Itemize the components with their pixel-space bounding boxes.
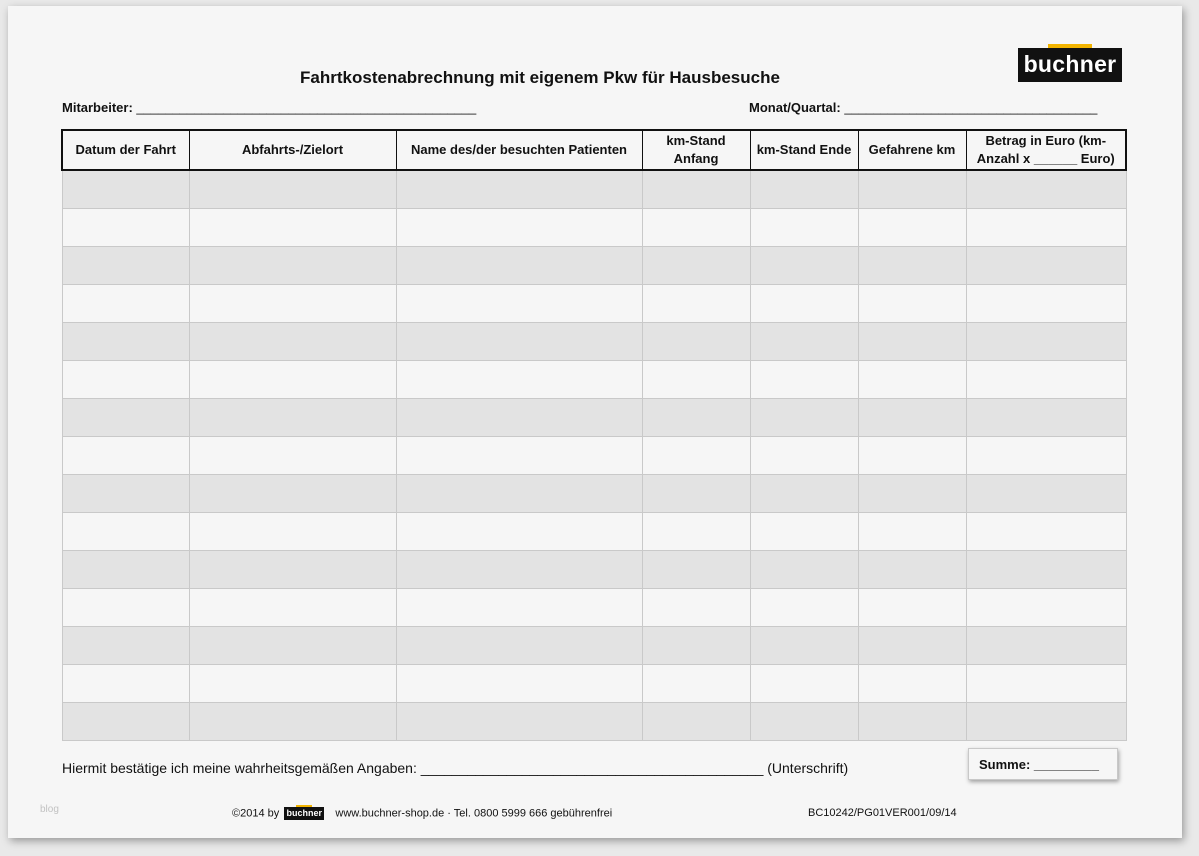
col-header-route: Abfahrts-/Zielort — [189, 130, 396, 170]
cell-date[interactable] — [62, 665, 189, 703]
cell-km-driven[interactable] — [858, 475, 966, 513]
table-row — [62, 475, 1126, 513]
cell-km-end[interactable] — [750, 513, 858, 551]
cell-km-end[interactable] — [750, 323, 858, 361]
cell-km-start[interactable] — [642, 551, 750, 589]
signature-blank-line[interactable]: ____________________________________________ — [420, 760, 764, 776]
cell-km-start[interactable] — [642, 323, 750, 361]
cell-km-driven[interactable] — [858, 703, 966, 741]
cell-amount[interactable] — [966, 627, 1126, 665]
cell-km-start[interactable] — [642, 399, 750, 437]
table-row — [62, 437, 1126, 475]
cell-patient[interactable] — [396, 513, 642, 551]
col-header-date: Datum der Fahrt — [62, 130, 189, 170]
sum-blank-line[interactable]: _________ — [1033, 757, 1099, 772]
cell-patient[interactable] — [396, 589, 642, 627]
cell-patient[interactable] — [396, 285, 642, 323]
cell-patient[interactable] — [396, 399, 642, 437]
cell-km-driven[interactable] — [858, 513, 966, 551]
cell-route[interactable] — [189, 589, 396, 627]
cell-patient[interactable] — [396, 437, 642, 475]
table-row — [62, 703, 1126, 741]
cell-date[interactable] — [62, 551, 189, 589]
cell-route[interactable] — [189, 399, 396, 437]
table-row — [62, 170, 1126, 209]
cell-km-end[interactable] — [750, 437, 858, 475]
footer-copyright-text: ©2014 by — [232, 807, 280, 820]
cell-km-end[interactable] — [750, 361, 858, 399]
cell-km-driven[interactable] — [858, 627, 966, 665]
table-row — [62, 665, 1126, 703]
cell-date[interactable] — [62, 703, 189, 741]
table-row — [62, 551, 1126, 589]
table-header-row — [62, 130, 1126, 170]
cell-amount[interactable] — [966, 437, 1126, 475]
footer-copyright — [232, 807, 612, 820]
cell-km-end[interactable] — [750, 475, 858, 513]
cell-km-end[interactable] — [750, 399, 858, 437]
cell-patient[interactable] — [396, 665, 642, 703]
cell-km-end[interactable] — [750, 589, 858, 627]
cell-km-end[interactable] — [750, 665, 858, 703]
table-row — [62, 323, 1126, 361]
table-row — [62, 285, 1126, 323]
cell-patient[interactable] — [396, 551, 642, 589]
col-header-km-end: km-Stand Ende — [750, 130, 858, 170]
cell-date[interactable] — [62, 209, 189, 247]
cell-date[interactable] — [62, 627, 189, 665]
confirmation-line — [62, 760, 848, 776]
footer-logo-accent — [296, 805, 312, 807]
cell-km-driven[interactable] — [858, 665, 966, 703]
cell-amount[interactable] — [966, 513, 1126, 551]
table-body — [62, 170, 1126, 741]
cell-patient[interactable] — [396, 170, 642, 209]
brand-logo — [1018, 44, 1122, 82]
cell-km-driven[interactable] — [858, 551, 966, 589]
cell-km-start[interactable] — [642, 665, 750, 703]
cell-km-start[interactable] — [642, 170, 750, 209]
cell-km-end[interactable] — [750, 627, 858, 665]
employee-field[interactable] — [62, 100, 476, 115]
footer-document-code: BC10242/PG01VER001/09/14 — [808, 807, 957, 819]
cell-km-driven[interactable] — [858, 361, 966, 399]
cell-km-driven[interactable] — [858, 285, 966, 323]
cell-route[interactable] — [189, 703, 396, 741]
period-field[interactable] — [749, 100, 1097, 115]
cell-km-start[interactable] — [642, 437, 750, 475]
cell-amount[interactable] — [966, 551, 1126, 589]
cell-date[interactable] — [62, 513, 189, 551]
cell-km-driven[interactable] — [858, 437, 966, 475]
cell-route[interactable] — [189, 551, 396, 589]
cell-patient[interactable] — [396, 475, 642, 513]
cell-km-start[interactable] — [642, 589, 750, 627]
sum-box[interactable] — [968, 748, 1118, 780]
cell-route[interactable] — [189, 323, 396, 361]
signature-hint: (Unterschrift) — [767, 760, 849, 776]
cell-km-start[interactable] — [642, 513, 750, 551]
cell-km-start[interactable] — [642, 475, 750, 513]
period-label: Monat/Quartal: — [749, 100, 841, 115]
document-title: Fahrtkostenabrechnung mit eigenem Pkw für Hausbesuche — [300, 68, 780, 87]
cell-amount[interactable] — [966, 589, 1126, 627]
cell-km-start[interactable] — [642, 703, 750, 741]
table-row — [62, 361, 1126, 399]
cell-km-end[interactable] — [750, 551, 858, 589]
cell-route[interactable] — [189, 209, 396, 247]
cell-amount[interactable] — [966, 361, 1126, 399]
cell-date[interactable] — [62, 399, 189, 437]
cell-patient[interactable] — [396, 627, 642, 665]
sum-label: Summe: — [979, 757, 1031, 772]
cell-amount[interactable] — [966, 170, 1126, 209]
col-header-km-driven: Gefahrene km — [858, 130, 966, 170]
cell-route[interactable] — [189, 361, 396, 399]
footer-logo-text: buchner — [286, 808, 323, 818]
cell-route[interactable] — [189, 247, 396, 285]
cell-km-start[interactable] — [642, 209, 750, 247]
cell-amount[interactable] — [966, 247, 1126, 285]
col-header-amount: Betrag in Euro (km-Anzahl x ______ Euro) — [966, 130, 1126, 170]
cell-km-end[interactable] — [750, 285, 858, 323]
cell-km-start[interactable] — [642, 361, 750, 399]
table-row — [62, 627, 1126, 665]
cell-km-end[interactable] — [750, 247, 858, 285]
cell-km-start[interactable] — [642, 247, 750, 285]
employee-label: Mitarbeiter: — [62, 100, 133, 115]
logo-text: buchner — [1018, 48, 1122, 82]
cell-route[interactable] — [189, 437, 396, 475]
cell-km-end[interactable] — [750, 170, 858, 209]
cell-amount[interactable] — [966, 703, 1126, 741]
cell-route[interactable] — [189, 665, 396, 703]
confirmation-text: Hiermit bestätige ich meine wahrheitsgemäßen Angaben: — [62, 760, 417, 776]
cell-route[interactable] — [189, 285, 396, 323]
table-row — [62, 399, 1126, 437]
cell-date[interactable] — [62, 170, 189, 209]
col-header-km-start: km-Stand Anfang — [642, 130, 750, 170]
table-row — [62, 589, 1126, 627]
cell-route[interactable] — [189, 170, 396, 209]
cell-patient[interactable] — [396, 323, 642, 361]
cell-patient[interactable] — [396, 703, 642, 741]
period-blank-line[interactable]: ___________________________________ — [844, 100, 1098, 115]
cell-date[interactable] — [62, 475, 189, 513]
cell-amount[interactable] — [966, 475, 1126, 513]
cell-km-driven[interactable] — [858, 247, 966, 285]
cell-patient[interactable] — [396, 247, 642, 285]
table-row — [62, 209, 1126, 247]
cell-amount[interactable] — [966, 399, 1126, 437]
col-header-patient: Name des/der besuchten Patienten — [396, 130, 642, 170]
cell-amount[interactable] — [966, 209, 1126, 247]
cell-km-start[interactable] — [642, 285, 750, 323]
cell-km-driven[interactable] — [858, 323, 966, 361]
table-row — [62, 513, 1126, 551]
cell-date[interactable] — [62, 589, 189, 627]
employee-blank-line[interactable]: _______________________________________________ — [136, 100, 477, 115]
cell-amount[interactable] — [966, 665, 1126, 703]
cell-km-driven[interactable] — [858, 589, 966, 627]
cell-route[interactable] — [189, 513, 396, 551]
cell-date[interactable] — [62, 285, 189, 323]
cell-km-end[interactable] — [750, 703, 858, 741]
cell-km-driven[interactable] — [858, 209, 966, 247]
cell-route[interactable] — [189, 627, 396, 665]
table-row — [62, 247, 1126, 285]
cell-km-end[interactable] — [750, 209, 858, 247]
cell-km-start[interactable] — [642, 627, 750, 665]
cell-amount[interactable] — [966, 323, 1126, 361]
footer-contact: www.buchner-shop.de · Tel. 0800 5999 666 gebührenfrei — [335, 807, 613, 820]
cell-date[interactable] — [62, 361, 189, 399]
document-sheet — [8, 6, 1182, 838]
cell-date[interactable] — [62, 247, 189, 285]
trip-cost-table — [61, 129, 1127, 741]
cell-route[interactable] — [189, 475, 396, 513]
cell-patient[interactable] — [396, 209, 642, 247]
cell-km-driven[interactable] — [858, 170, 966, 209]
footer-logo — [284, 807, 324, 820]
cell-patient[interactable] — [396, 361, 642, 399]
cell-date[interactable] — [62, 437, 189, 475]
cell-date[interactable] — [62, 323, 189, 361]
watermark-text: blog — [40, 804, 59, 815]
cell-amount[interactable] — [966, 285, 1126, 323]
cell-km-driven[interactable] — [858, 399, 966, 437]
